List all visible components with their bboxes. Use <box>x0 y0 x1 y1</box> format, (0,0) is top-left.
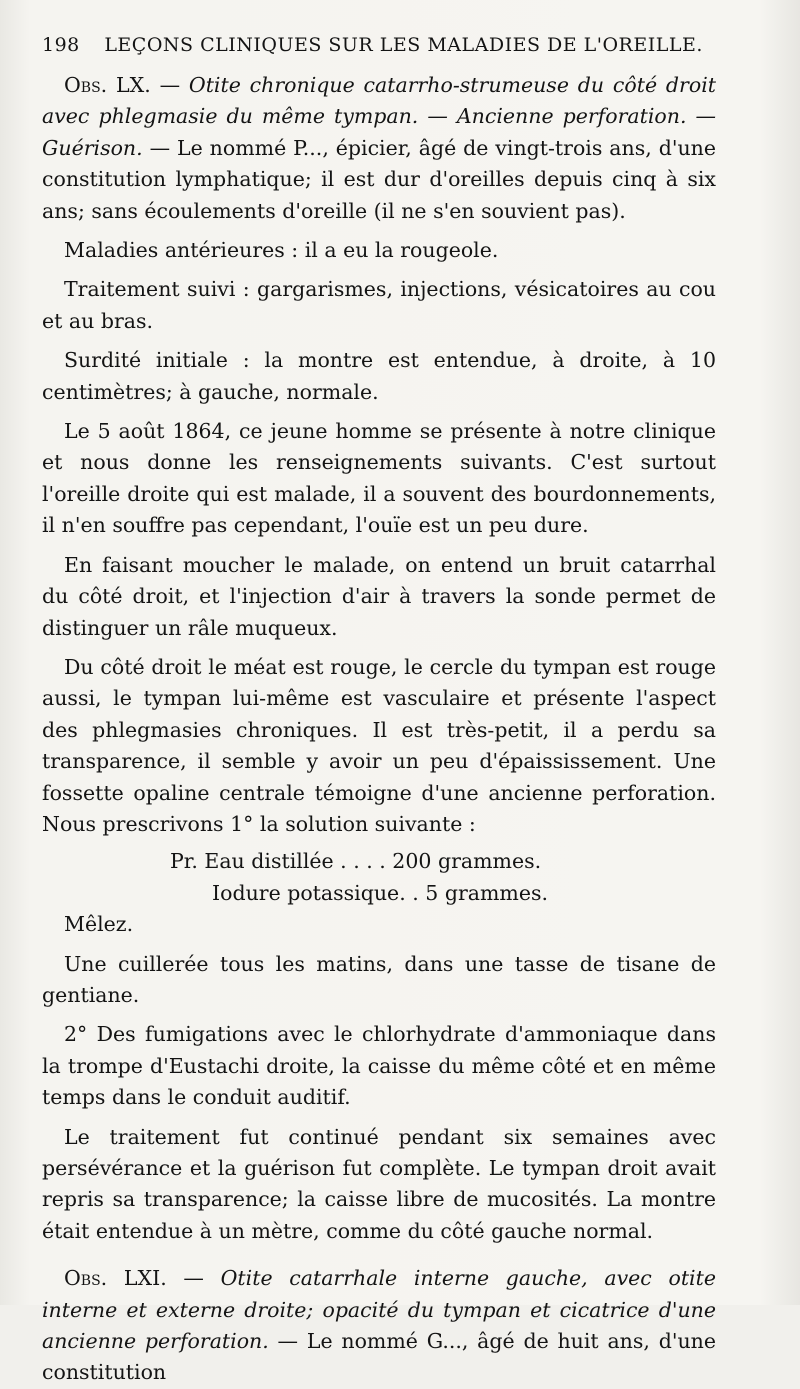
observation-dash: — <box>150 73 189 97</box>
paragraph: Du côté droit le méat est rouge, le cercle du tympan est rouge aussi, le tympan lui-même est vasculaire et présente l'aspect des phlegmasies chroniques. Il est très-petit, il a perdu sa transparence, il semble y avoir un peu d'épaississement. Une fossette opaline centrale témoigne d'une ancienne perforation. Nous prescrivons 1° la solution suivante : <box>42 654 716 836</box>
paragraph: Une cuillerée tous les matins, dans une tasse de tisane de gentiane. <box>42 951 716 1007</box>
observation-intro: — Le nommé G..., âgé de huit ans, d'une constitution <box>42 1329 716 1385</box>
paragraph: 2° Des fumigations avec le chlorhydrate d'ammoniaque dans la trompe d'Eustachi droite, la caisse du même côté et en même temps dans le conduit auditif. <box>42 1022 716 1110</box>
paragraph: En faisant moucher le malade, on entend un bruit catarrhal du côté droit, et l'injection d'air à travers la sonde permet de distinguer un râle muqueux. <box>42 552 716 640</box>
paragraph: Surdité initiale : la montre est entendue, à droite, à 10 centimètres; à gauche, normale. <box>42 348 716 404</box>
prescription-line: Iodure potassique. . 5 grammes. <box>212 880 549 905</box>
prescription-line: Mêlez. <box>64 912 134 937</box>
prescription <box>42 846 716 940</box>
paragraph: Le 5 août 1864, ce jeune homme se présente à notre clinique et nous donne les renseignements suivants. C'est surtout l'oreille droite qui est malade, il a souvent des bourdonnements, il n'en souffre pas cependant, l'ouïe est un peu dure. <box>42 419 716 538</box>
observation-label: Obs. LXI. <box>64 1266 167 1291</box>
paragraph: Le traitement fut continué pendant six semaines avec persévérance et la guérison fut complète. Le tympan droit avait repris sa transparence; la caisse libre de mucosités. La montre était entendue à un mètre, comme du côté gauche normal. <box>42 1124 716 1243</box>
running-header <box>42 34 742 56</box>
observation-title: Otite catarrhale interne gauche, avec otite interne et externe droite; opacité du tympan et cicatrice d'une ancienne perforation. <box>42 1266 716 1354</box>
paragraph: Maladies antérieures : il a eu la rougeole. <box>64 238 499 263</box>
page-number: 198 <box>42 34 80 56</box>
paragraph: Traitement suivi : gargarismes, injections, vésicatoires au cou et au bras. <box>42 277 716 333</box>
body-text <box>42 70 716 1389</box>
observation-lxi <box>42 1263 716 1389</box>
prescription-line: Pr. Eau distillée . . . . 200 grammes. <box>170 849 542 874</box>
observation-dash: — <box>166 1266 221 1291</box>
observation-label: Obs. LX. <box>64 73 151 97</box>
observation-title: Otite chronique catarrho-strumeuse du côté droit avec phlegmasie du même tympan. <box>42 73 716 129</box>
observation-intro: — Le nommé P..., épicier, âgé de vingt-trois ans, d'une constitution lymphatique; il est dur d'oreilles depuis cinq à six ans; sans écoulements d'oreille (il ne s'en souvient pas). <box>42 135 716 223</box>
running-title: LEÇONS CLINIQUES SUR LES MALADIES DE L'OREILLE. <box>104 34 703 56</box>
observation-lx <box>42 70 716 227</box>
observation-title-cont: — Ancienne perforation. — Guérison. <box>42 104 717 160</box>
